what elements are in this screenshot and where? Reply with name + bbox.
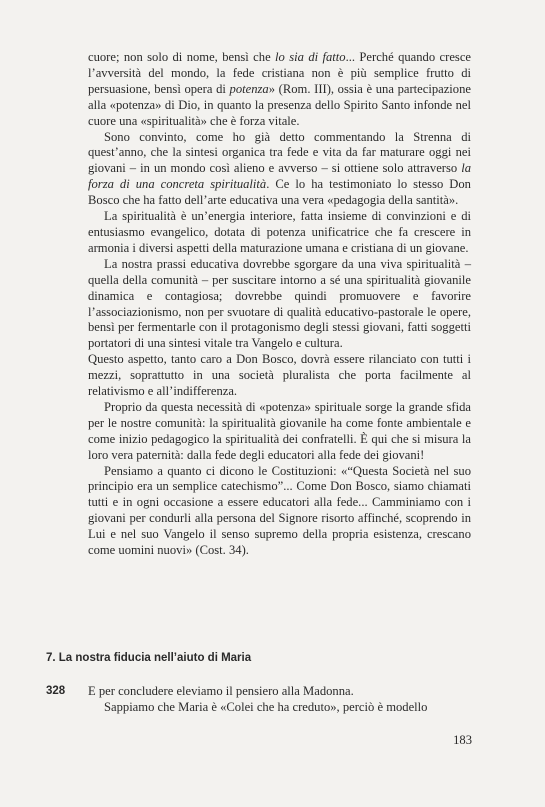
paragraph-text: La spiritualità è un’energia interiore, fatta insieme di convinzioni e di entusiasmo evangelico, dotata di potenza unificatrice che fa crescere in armonia i diversi aspetti della maturazione umana e cristiana di un giovane. [88, 209, 471, 255]
paragraph-number: 328 [46, 685, 66, 697]
body-paragraph [88, 130, 471, 210]
numbered-line: E per concludere eleviamo il pensiero alla Madonna. [88, 684, 354, 698]
body-paragraph [88, 464, 471, 559]
paragraph-text: ... Perché quando cresce l’avversità del mondo, la fede cristiana non è più semplice frutto di persuasione, bensì opera di [88, 50, 471, 96]
paragraph-text: Questo aspetto, tanto caro a Don Bosco, dovrà essere rilanciato con tutti i mezzi, soprattutto in una società pluralista che porta facilmente al relativismo e all’indifferenza. [88, 352, 471, 399]
paragraph-text: Pensiamo a quanto ci dicono le Costituzioni: «“Questa Società nel suo principio era un semplice catechismo”... Come Don Bosco, siamo chiamati tutti e in ogni occasione a essere educatori alla fede... Camminiamo con i giovani per condurli alla persona del Signore risorto affinché, scoprendo in Lui e nel suo Vangelo il senso supremo della propria esistenza, crescano come uomini nuovi» (Cost. 34). [88, 463, 471, 558]
numbered-line: Sappiamo che Maria è «Colei che ha creduto», perciò è modello [104, 699, 428, 714]
paragraph-text: Sono convinto, come ho già detto commentando la Strenna di quest’anno, che la sintesi organica tra fede e vita da far maturare oggi nei giovani – in un mondo così alieno e avverso – si ottiene solo attraverso [88, 129, 471, 176]
body-paragraph [88, 352, 471, 400]
paragraph-text: . Ce lo ha testimoniato lo stesso Don Bosco che ha fatto dell’arte educativa una vera «pedagogia della santità». [88, 177, 471, 208]
section-heading: 7. La nostra fiducia nell’aiuto di Maria [46, 652, 252, 664]
numbered-paragraph-text [88, 684, 471, 716]
paragraph-text: cuore; non solo di nome, bensì che [88, 50, 276, 64]
paragraph-text: » (Rom. III), ossia è una partecipazione alla «potenza» di Dio, in quanto la presenza dello Spirito Santo infonde nel cuore una «spiritualità» che è forza vitale. [88, 81, 471, 128]
body-paragraph [88, 400, 471, 464]
italic-text: la forza di una concreta spiritualità [88, 161, 471, 192]
body-paragraph [88, 257, 471, 352]
body-text [88, 50, 471, 559]
paragraph-text: La nostra prassi educativa dovrebbe sgorgare da una viva spiritualità – quella della comunità – per suscitare intorno a sé una spiritualità giovanile dinamica e contagiosa; dovrebbe quindi promuovere e favorire l’associazionismo, non per svuotare di qualità educativo-pastorale le opere, bensì per fermentarle con il protagonismo degli stessi giovani, fatti soggetti portatori di una sintesi vitale tra Vangelo e cultura. [88, 256, 471, 351]
paragraph-text: Proprio da questa necessità di «potenza» spirituale sorge la grande sfida per le nostre comunità: la spiritualità giovanile ha come fonte ambientale e come inizio pedagogico la spiritualità dei confratelli. È qui che si misura la loro vera paternità: dalla fede degli educatori alla fede dei giovani! [88, 399, 471, 462]
italic-text: potenza [229, 81, 269, 96]
body-paragraph [88, 209, 471, 257]
body-paragraph [88, 50, 471, 130]
italic-text: lo sia di fatto [275, 50, 346, 64]
page-number: 183 [453, 733, 472, 747]
